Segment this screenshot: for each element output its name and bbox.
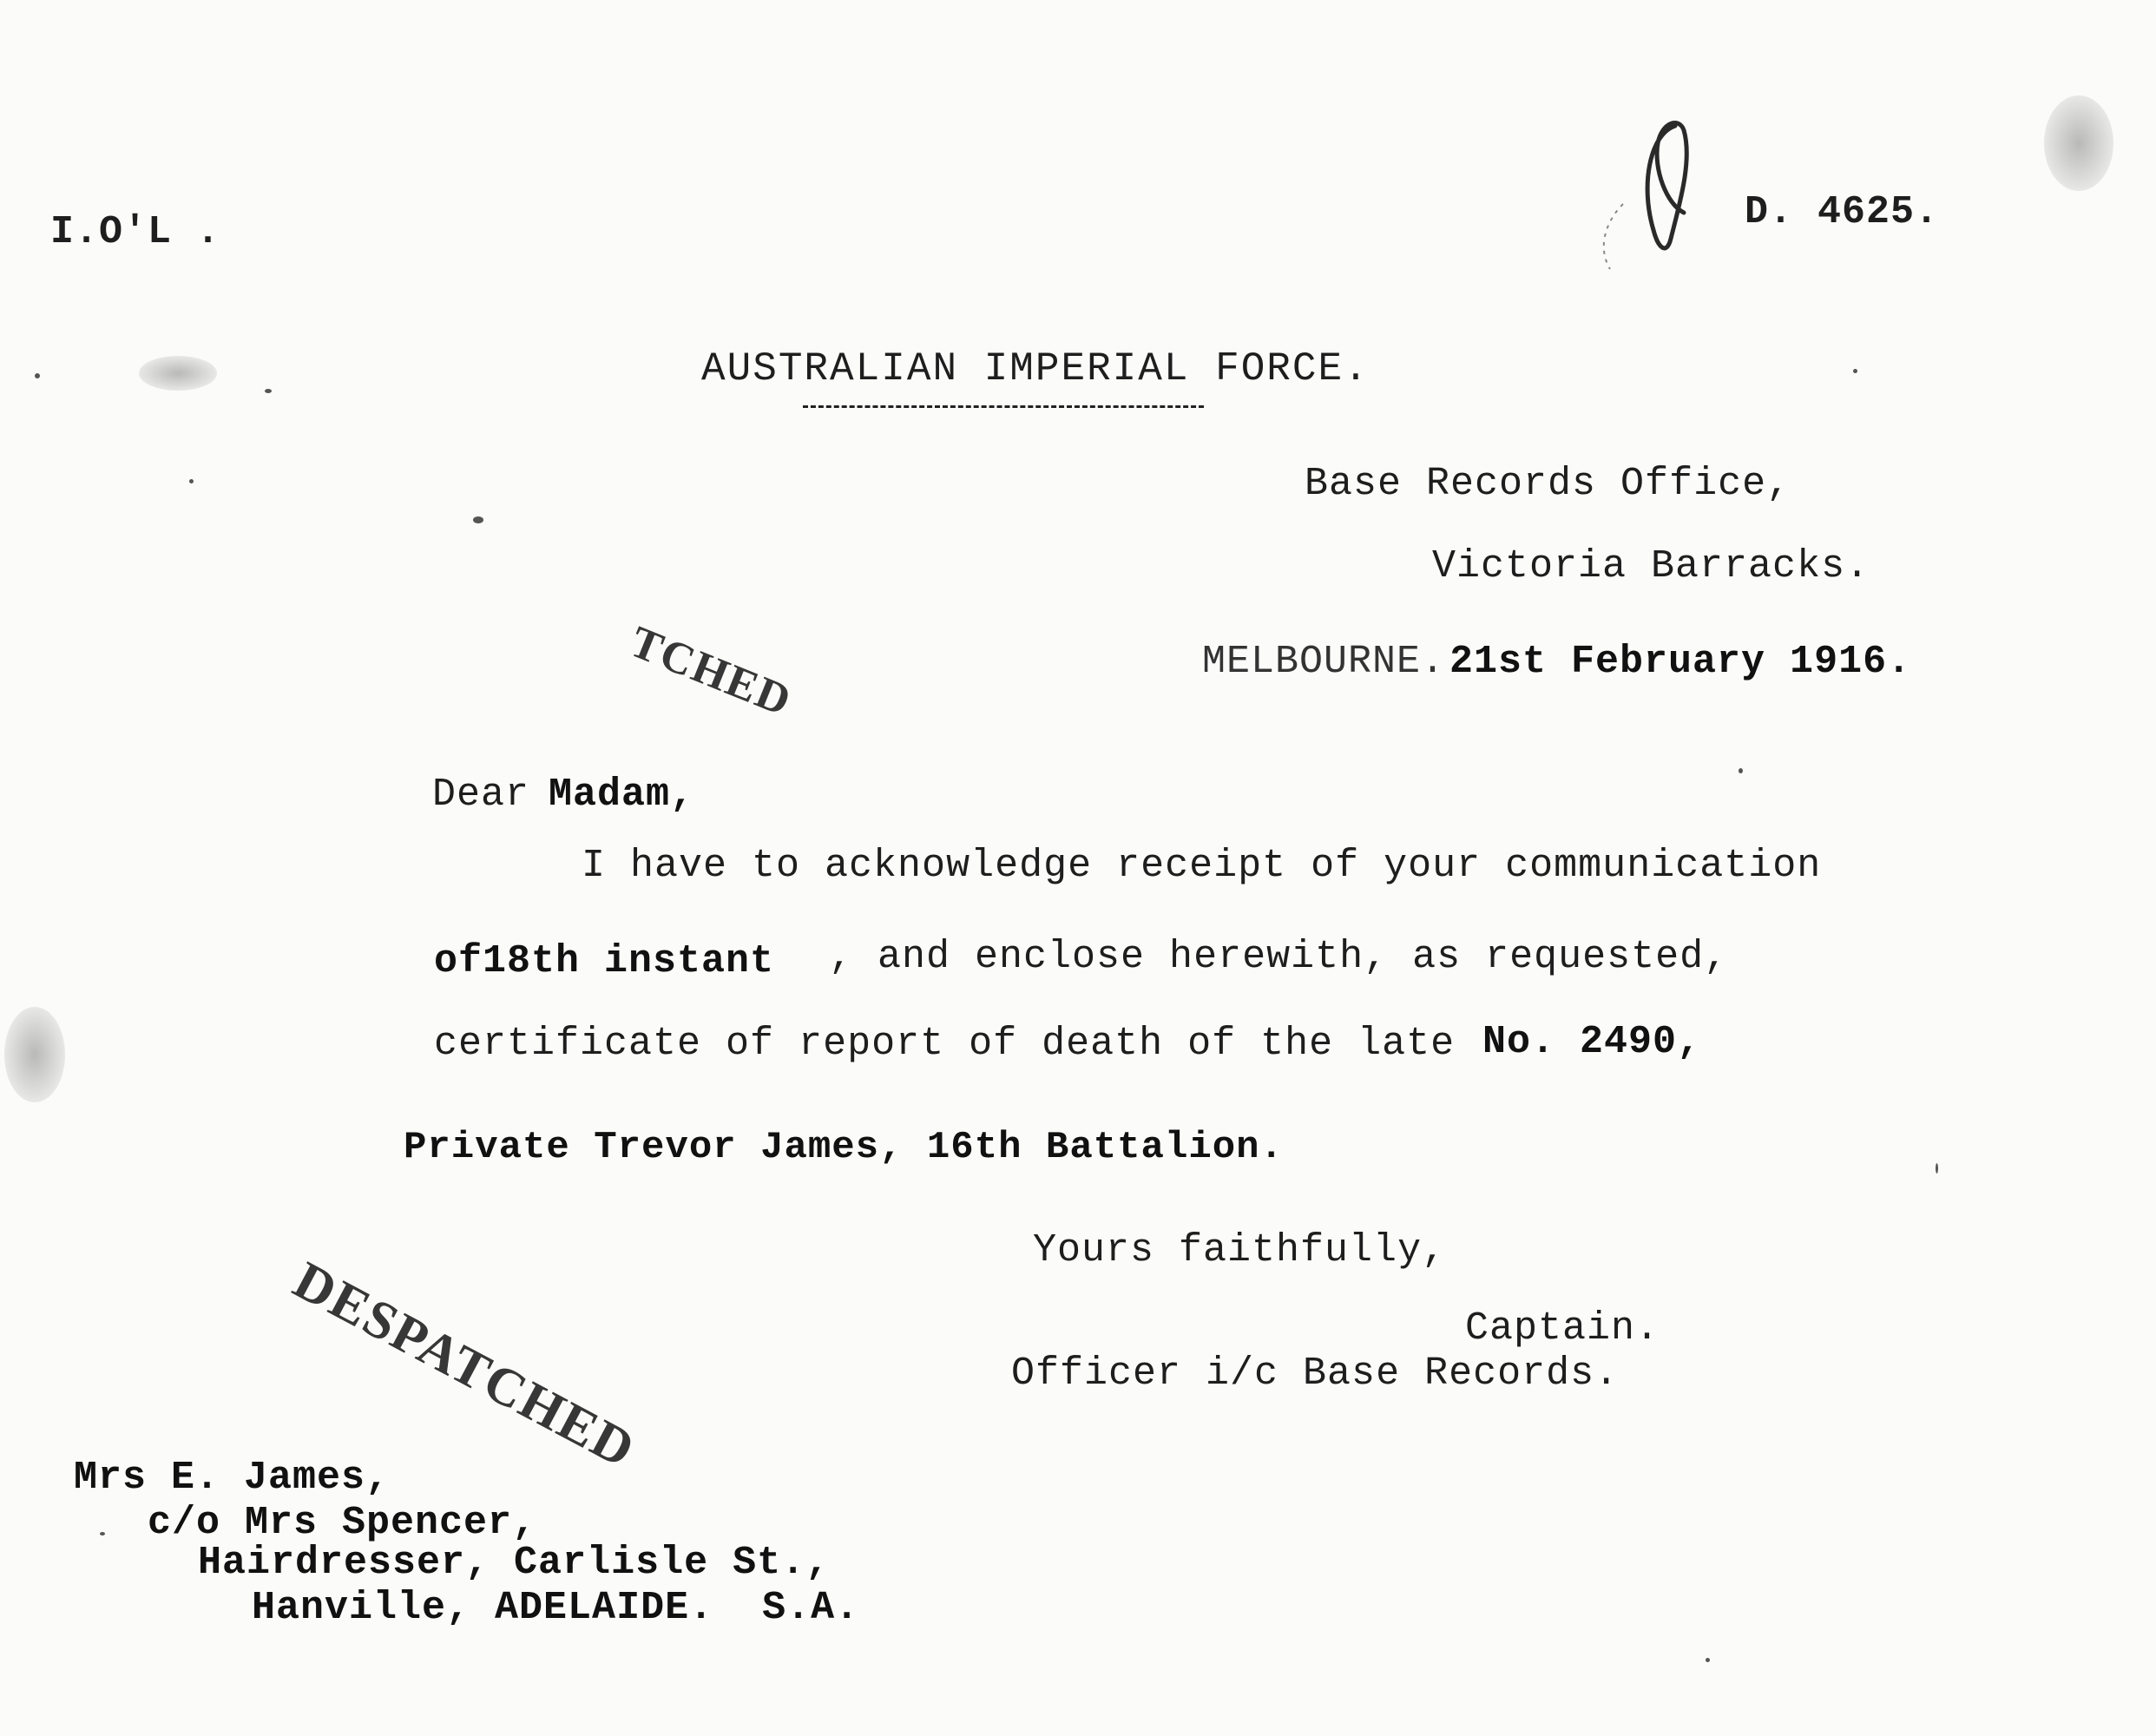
paper-speck: [1739, 768, 1743, 773]
paper-speck: [1936, 1163, 1938, 1174]
recipient-address-line: c/o Mrs Spencer,: [148, 1501, 537, 1545]
paper-smudge: [139, 356, 217, 391]
service-number: No. 2490,: [1482, 1020, 1702, 1064]
salutation-name: Madam,: [549, 773, 695, 817]
signatory-title: Officer i/c Base Records.: [1011, 1351, 1620, 1396]
body-line: , and enclose herewith, as requested,: [829, 935, 1729, 979]
recipient-name: Mrs E. James,: [74, 1456, 391, 1500]
file-number: D. 4625.: [1745, 190, 1940, 234]
despatched-stamp: DESPATCHED: [284, 1250, 646, 1480]
document-heading: AUSTRALIAN IMPERIAL FORCE.: [701, 346, 1370, 391]
office-address-line: Victoria Barracks.: [1432, 544, 1870, 589]
closing: Yours faithfully,: [1033, 1228, 1447, 1272]
body-line: certificate of report of death of the late: [434, 1022, 1456, 1066]
paper-speck: [265, 389, 272, 393]
recipient-address-line: Hanville, ADELAIDE. S.A.: [252, 1586, 860, 1630]
body-line-date-ref: of18th instant: [434, 939, 775, 983]
body-line: I have to acknowledge receipt of your communication: [582, 844, 1822, 888]
handwritten-initial-mark: [1571, 108, 1745, 282]
paper-smudge: [4, 1007, 65, 1102]
paper-speck: [473, 516, 483, 523]
paper-speck: [35, 373, 40, 378]
salutation: Dear: [432, 773, 530, 817]
paper-speck: [100, 1532, 105, 1535]
paper-smudge: [2044, 95, 2113, 191]
despatched-stamp-partial: TCHED: [623, 616, 799, 727]
letter-date: 21st February 1916.: [1449, 640, 1912, 684]
heading-underline: [803, 405, 1204, 408]
recipient-address-line: Hairdresser, Carlisle St.,: [198, 1541, 831, 1585]
paper-speck: [1853, 369, 1857, 373]
office-address-line: Base Records Office,: [1305, 462, 1791, 506]
reference-initials: I.O'L .: [50, 210, 221, 254]
paper-speck: [189, 479, 194, 483]
paper-speck: [1706, 1658, 1710, 1662]
signatory-rank: Captain.: [1465, 1306, 1660, 1351]
soldier-name-unit: Private Trevor James, 16th Battalion.: [404, 1126, 1284, 1169]
office-city: MELBOURNE.: [1202, 640, 1446, 684]
